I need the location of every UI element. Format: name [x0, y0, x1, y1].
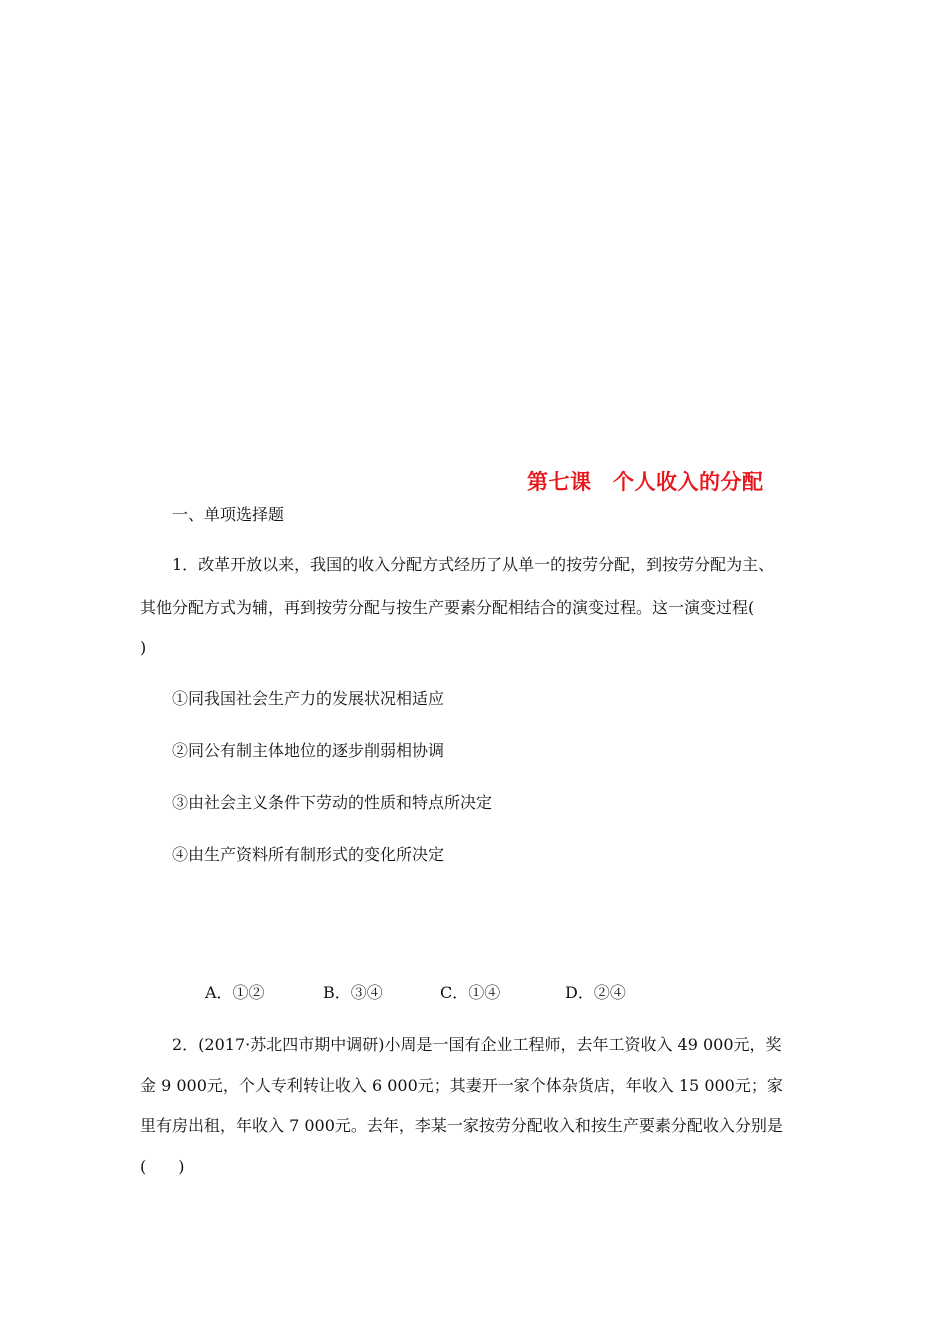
question1-statement-4: ④由生产资料所有制形式的变化所决定 [172, 845, 445, 864]
question2-line-1: 2．(2017·苏北四市期中调研)小周是一国有企业工程师，去年工资收入 49 000元，奖 [172, 1035, 782, 1054]
question2-line-4: ( ) [140, 1157, 185, 1176]
question2-line-3: 里有房出租，年收入 7 000元。去年，李某一家按劳分配收入和按生产要素分配收入分别是 [140, 1116, 783, 1135]
question1-option-d: D．②④ [565, 983, 626, 1002]
question1-line-2: 其他分配方式为辅，再到按劳分配与按生产要素分配相结合的演变过程。这一演变过程( [140, 598, 755, 617]
question1-option-b: B．③④ [323, 983, 383, 1002]
question1-line-1: 1．改革开放以来，我国的收入分配方式经历了从单一的按劳分配，到按劳分配为主、 [172, 555, 775, 574]
question1-option-a: A．①② [205, 983, 265, 1002]
question2-line-2: 金 9 000元，个人专利转让收入 6 000元；其妻开一家个体杂货店，年收入 15 000元；家 [140, 1076, 783, 1095]
question1-statement-1: ①同我国社会生产力的发展状况相适应 [172, 689, 445, 708]
question1-statement-2: ②同公有制主体地位的逐步削弱相协调 [172, 741, 445, 760]
section-heading: 一、单项选择题 [172, 505, 285, 524]
question1-line-3: ) [140, 638, 147, 657]
lesson-title: 第七课 个人收入的分配 [527, 469, 764, 494]
question1-option-c: C．①④ [440, 983, 501, 1002]
question1-statement-3: ③由社会主义条件下劳动的性质和特点所决定 [172, 793, 493, 812]
